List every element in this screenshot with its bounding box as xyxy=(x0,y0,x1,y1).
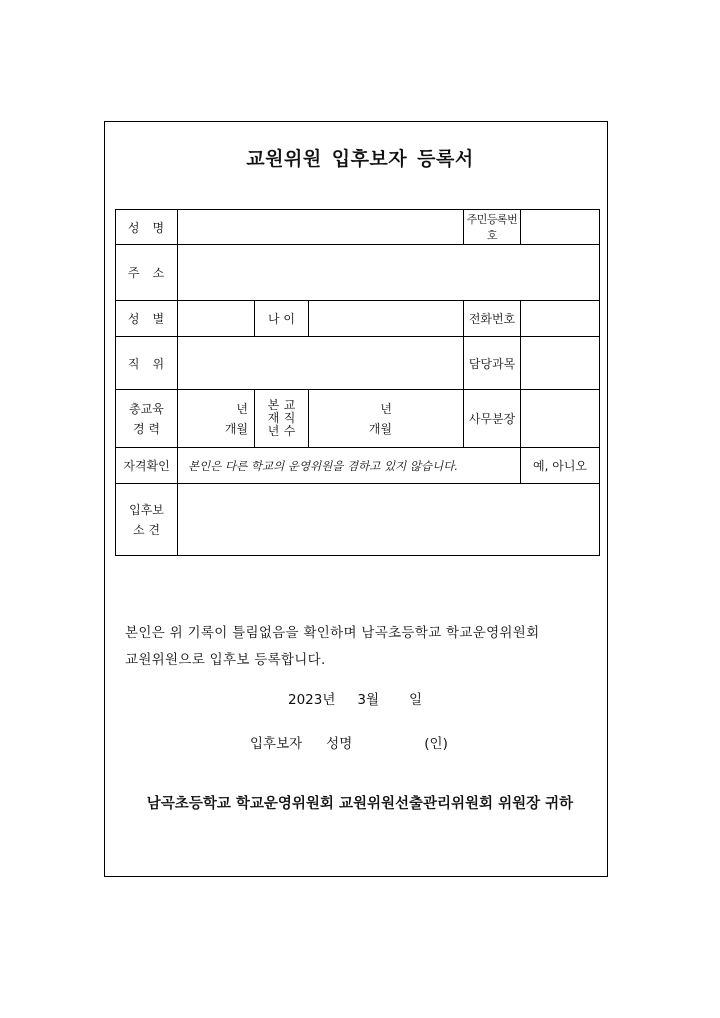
total-month-unit: 개월 xyxy=(224,422,248,436)
row-qualification xyxy=(116,448,600,484)
name-field[interactable] xyxy=(178,210,464,245)
title-part-3: 등록서 xyxy=(417,148,474,170)
age-field[interactable] xyxy=(309,301,464,337)
candidate-label: 입후보자 xyxy=(250,736,303,752)
position-label: 직 위 xyxy=(116,337,178,390)
position-field[interactable] xyxy=(178,337,464,390)
addressee: 남곡초등학교 학교운영위원회 교원위원선출관리위원회 위원장 귀하 xyxy=(146,795,574,812)
name-label: 성 명 xyxy=(116,210,178,245)
date-month: 3월 xyxy=(357,692,380,708)
school-tenure-label xyxy=(255,390,309,448)
qualification-statement: 본인은 다른 학교의 운영위원을 겸하고 있지 않습니다. xyxy=(178,448,521,484)
id-number-label: 주민등록번호 xyxy=(464,210,521,245)
phone-label: 전화번호 xyxy=(464,301,521,337)
signature-line xyxy=(250,732,448,752)
address-label: 주 소 xyxy=(116,245,178,301)
opinion-field[interactable] xyxy=(178,484,600,556)
subject-field[interactable] xyxy=(521,337,600,390)
date-day: 일 xyxy=(409,692,423,708)
duty-field[interactable] xyxy=(521,390,600,448)
school-tenure-field[interactable] xyxy=(309,390,464,448)
phone-field[interactable] xyxy=(521,301,600,337)
row-opinion xyxy=(116,484,600,556)
total-year-unit: 년 xyxy=(236,402,248,416)
gender-field[interactable] xyxy=(178,301,255,337)
row-gender xyxy=(116,301,600,337)
career-total-field[interactable] xyxy=(178,390,255,448)
registration-table xyxy=(115,209,600,556)
opinion-label: 입후보 소 견 xyxy=(116,484,178,556)
confirmation-text xyxy=(125,620,595,674)
gender-label: 성 별 xyxy=(116,301,178,337)
duty-label: 사무분장 xyxy=(464,390,521,448)
title-part-1: 교원위원 xyxy=(246,148,322,170)
row-career xyxy=(116,390,600,448)
page-title xyxy=(0,144,720,171)
row-position xyxy=(116,337,600,390)
school-year-unit: 년 xyxy=(380,402,392,416)
seal-mark: (인) xyxy=(424,736,448,752)
signature-name-label: 성명 xyxy=(326,736,353,752)
school-tenure-col-2: 교직수 xyxy=(283,398,296,438)
qualification-label: 자격확인 xyxy=(116,448,178,484)
qualification-choice[interactable]: 예, 아니오 xyxy=(521,448,600,484)
address-field[interactable] xyxy=(178,245,600,301)
confirmation-line-1: 본인은 위 기록이 틀림없음을 확인하며 남곡초등학교 학교운영위원회 xyxy=(125,625,540,641)
confirmation-line-2: 교원위원으로 입후보 등록합니다. xyxy=(125,652,326,668)
date-line xyxy=(288,688,422,708)
row-name xyxy=(116,210,600,245)
row-address xyxy=(116,245,600,301)
date-year: 2023년 xyxy=(288,692,336,708)
school-month-unit: 개월 xyxy=(368,422,392,436)
school-tenure-col-1: 본재년 xyxy=(267,398,280,438)
career-label: 총교육 경 력 xyxy=(116,390,178,448)
age-label: 나 이 xyxy=(255,301,309,337)
subject-label: 담당과목 xyxy=(464,337,521,390)
title-part-2: 입후보자 xyxy=(331,148,408,170)
id-number-field[interactable] xyxy=(521,210,600,245)
